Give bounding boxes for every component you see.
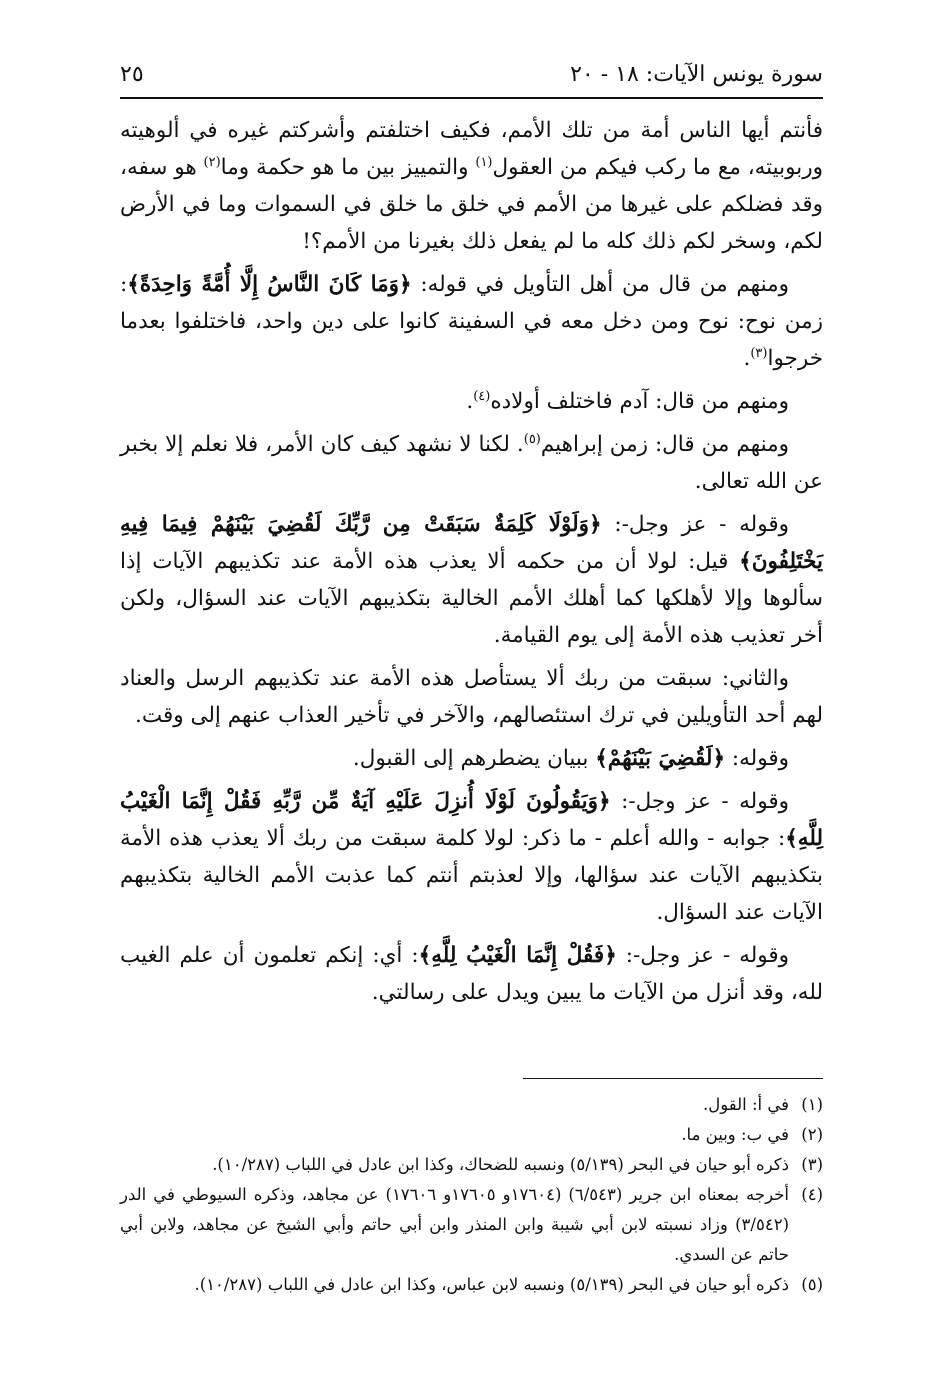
- text-run: . لكنا لا نشهد كيف كان الأمر، فلا نعلم إلا بخبر عن الله تعالى.: [120, 432, 823, 494]
- paragraph-8: [120, 783, 823, 931]
- footnote-number: (٥): [801, 1275, 823, 1294]
- footnote-ref: (٢): [203, 154, 221, 170]
- text-run: فأنتم أيها الناس أمة من تلك الأمم، فكيف اختلفتم وأشركتم غيره في ألوهيته وربوبيته، مع ما ركب فيكم من العقول: [120, 118, 823, 180]
- page-number: ٢٥: [120, 61, 144, 87]
- paragraph-6: والثاني: سبقت من ربك ألا يستأصل هذه الأمة عند تكذيبهم الرسل والعناد لهم أحد التأويلين في ترك استئصالهم، والآخر في تأخير العذاب عنهم إلى وقت.: [120, 666, 823, 728]
- footnote-text: في أ: القول.: [703, 1095, 789, 1114]
- footnote-item: [120, 1090, 823, 1120]
- footnote-number: (٢): [801, 1125, 823, 1144]
- footnote-text: في ب: وبين ما.: [681, 1125, 789, 1144]
- footnote-text: أخرجه بمعناه ابن جرير (٦/٥٤٣) (١٧٦٠٤و ١٧٦٠٥و ١٧٦٠٦) عن مجاهد، وذكره السيوطي في الدر (٣/٥٤٢) وزاد نسبته لابن أبي شيبة وابن المنذر وابن أبي حاتم وأبي الشيخ عن مجاهد، ولابن أبي حاتم عن السدي.: [120, 1185, 789, 1264]
- text-run: وقوله - عز وجل-:: [616, 943, 790, 968]
- paragraph-5: [120, 506, 823, 654]
- text-run: ومنهم من قال: زمن إبراهيم: [540, 432, 789, 457]
- quran-verse: ﴿فَقُلْ إِنَّمَا الْغَيْبُ لِلَّهِ﴾: [418, 943, 617, 968]
- paragraph-3: [120, 383, 823, 420]
- main-text: [120, 112, 823, 1017]
- quran-verse: ﴿وَمَا كَانَ النَّاسُ إِلَّا أُمَّةً وَاحِدَةً﴾: [127, 272, 412, 297]
- paragraph-4: [120, 426, 823, 500]
- paragraph-2: [120, 266, 823, 377]
- footnote-divider: [523, 1078, 823, 1079]
- footnote-text: ذكره أبو حيان في البحر (٥/١٣٩) ونسبه للضحاك، وكذا ابن عادل في اللباب (١٠/٢٨٧).: [212, 1155, 789, 1174]
- header-title: سورة يونس الآيات: ١٨ - ٢٠: [570, 61, 823, 87]
- text-run: وقوله - عز وجل-:: [601, 512, 789, 537]
- footnote-ref: (٤): [473, 388, 491, 404]
- header-divider: [120, 97, 823, 99]
- text-run: ومنهم من قال من أهل التأويل في قوله:: [411, 272, 789, 297]
- text-run: ببيان يضطرهم إلى القبول.: [352, 746, 596, 771]
- paragraph-9: [120, 937, 823, 1011]
- text-run: ومنهم من قال: آدم فاختلف أولاده: [490, 389, 789, 414]
- footnote-item: [120, 1180, 823, 1270]
- text-run: وقوله:: [725, 746, 789, 771]
- footnote-number: (٣): [801, 1155, 823, 1174]
- footnote-item: [120, 1120, 823, 1150]
- footnote-ref: (٣): [750, 345, 768, 361]
- footnote-item: [120, 1150, 823, 1180]
- text-run: : جوابه - والله أعلم - ما ذكر: لولا كلمة سبقت من ربك ألا يعذب هذه الأمة بتكذيبهم الآيات عند سؤالها، وإلا لعذبتم أنتم كما عذبت الأمم الخالية بتكذيبهم الآيات عند السؤال.: [120, 826, 823, 925]
- footnote-text: ذكره أبو حيان في البحر (٥/١٣٩) ونسبه لابن عباس، وكذا ابن عادل في اللباب (١٠/٢٨٧).: [194, 1275, 789, 1294]
- text-run: قيل: لولا أن من حكمه ألا يعذب هذه الأمة عند تكذيبهم الآيات إذا سألوها وإلا لأهلكها كما أهلك الأمم الخالية بتكذيبهم الآيات عند السؤال، ولكن أخر تعذيب هذه الأمة إلى يوم القيامة.: [120, 549, 823, 648]
- paragraph-7: [120, 740, 823, 777]
- running-header: [120, 52, 823, 96]
- text-run: : زمن نوح: نوح ومن دخل معه في السفينة كانوا على دين واحد، فاختلفوا بعدما خرجوا: [120, 272, 823, 371]
- footnote-item: [120, 1270, 823, 1300]
- text-run: .: [743, 346, 751, 371]
- text-run: : أي: إنكم تعلمون أن علم الغيب لله، وقد أنزل من الآيات ما يبين ويدل على رسالتي.: [120, 943, 823, 1005]
- footnotes: [120, 1090, 823, 1300]
- text-run: والتمييز بين ما هو حكمة وما: [220, 155, 476, 180]
- text-run: وقوله - عز وجل-:: [610, 789, 789, 814]
- paragraph-1: [120, 112, 823, 260]
- footnote-number: (٤): [801, 1185, 823, 1204]
- quran-verse: ﴿لَقُضِيَ بَيْنَهُمْ﴾: [595, 746, 726, 771]
- quran-verse: ﴿وَلَوْلَا كَلِمَةٌ سَبَقَتْ مِن رَّبِّكَ لَقُضِيَ بَيْنَهُمْ فِيمَا فِيهِ يَخْتَلِفُونَ﴾: [120, 512, 823, 574]
- text-run: هو سفه، وقد فضلكم على غيرها من الأمم في خلق ما خلق في السموات وما في الأرض لكم، وسخر لكم ذلك كله ما لم يفعل ذلك بغيرنا من الأمم؟!: [120, 155, 823, 254]
- footnote-ref: (١): [475, 154, 493, 170]
- footnote-number: (١): [801, 1095, 823, 1114]
- footnote-ref: (٥): [523, 431, 541, 447]
- quran-verse: ﴿وَيَقُولُونَ لَوْلَا أُنزِلَ عَلَيْهِ آيَةٌ مِّن رَّبِّهِ فَقُلْ إِنَّمَا الْغَيْبُ لِلَّهِ﴾: [120, 789, 823, 851]
- text-run: .: [466, 389, 474, 414]
